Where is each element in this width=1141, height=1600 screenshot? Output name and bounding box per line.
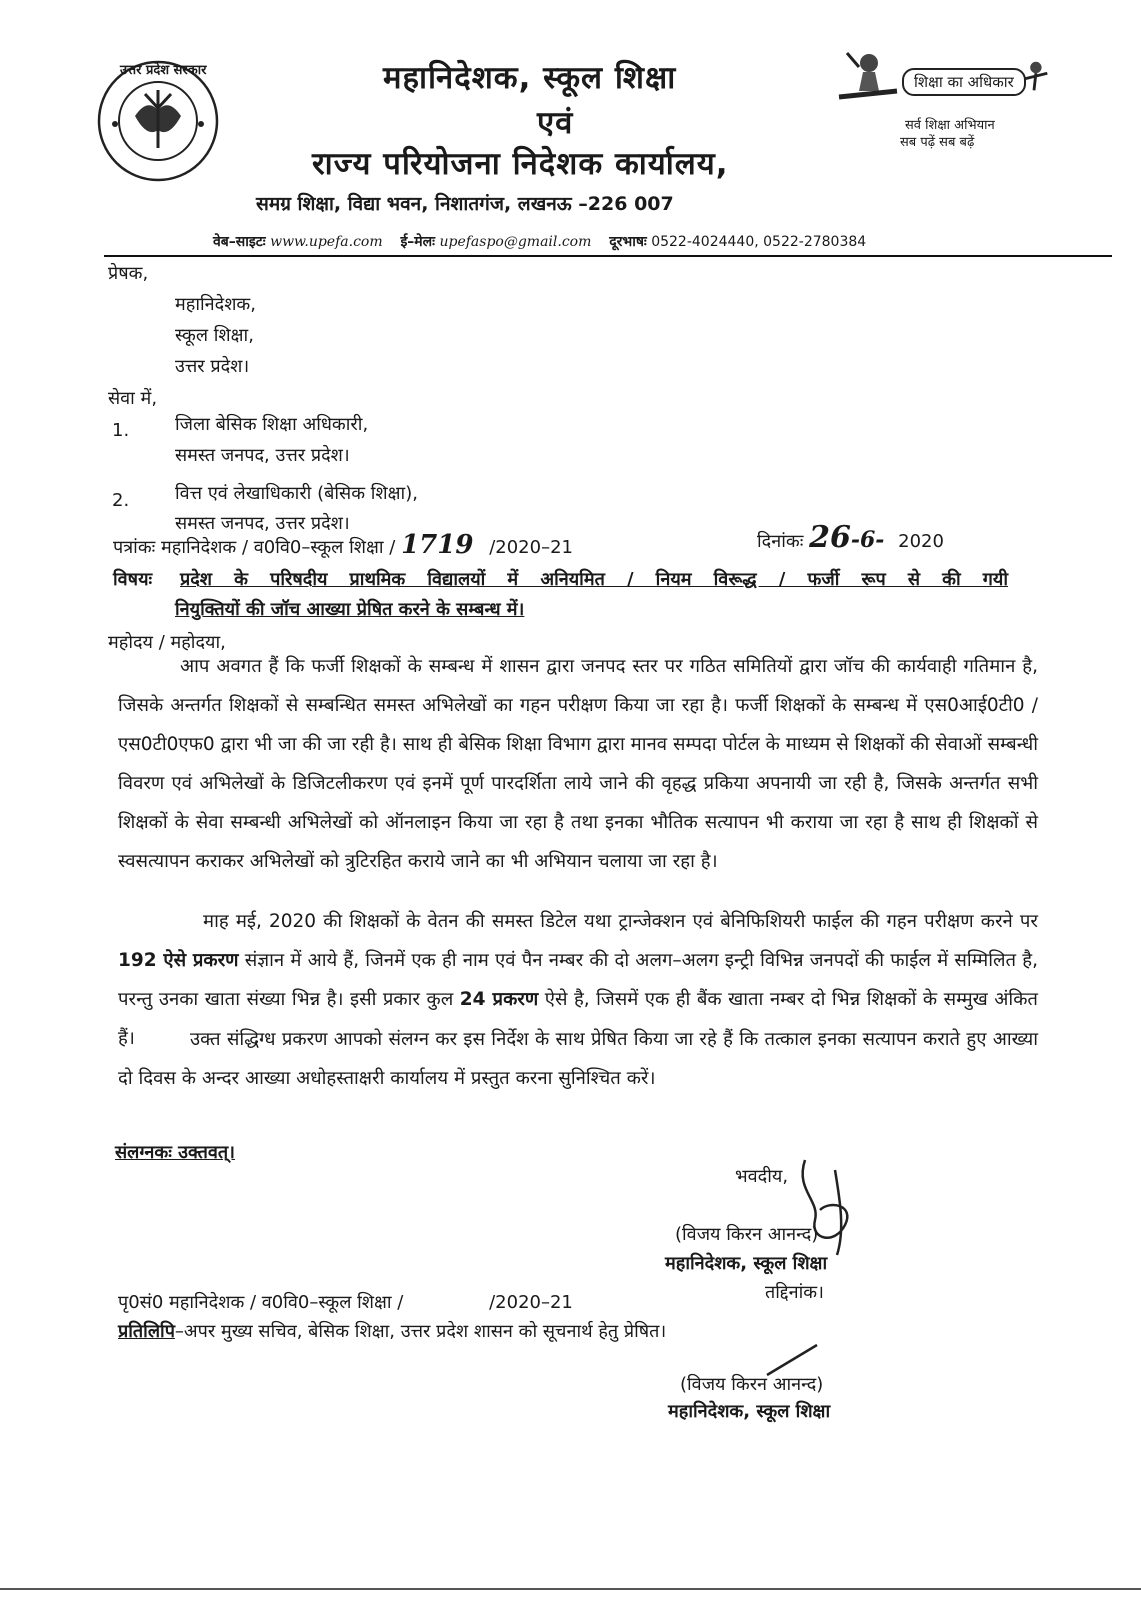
ssa-logo	[833, 45, 903, 107]
signatory-name: (विजय किरन आनन्द)	[675, 1224, 819, 1245]
paragraph-2-b: संज्ञान में आये हैं, जिनमें एक ही नाम एवं पैन नम्बर की दो अलग–अलग इन्ट्री विभिन्न जनपदों की फाईल में सम्मिलित है, परन्तु उनका खाता संख्या भिन्न है। इसी प्रकार कुल	[118, 950, 1038, 1010]
recipient-1-line1: जिला बेसिक शिक्षा अधिकारी,	[175, 414, 369, 435]
office-address: समग्र शिक्षा, विद्या भवन, निशातगंज, लखनऊ –226 007	[256, 193, 674, 215]
subject-label: विषयः	[113, 569, 153, 590]
enclosure: संलग्नकः उक्तवत्।	[115, 1142, 236, 1163]
copy-ref-suffix: /2020–21	[489, 1292, 573, 1313]
office-title-1: महानिदेशक, स्कूल शिक्षा	[383, 60, 677, 96]
recipient-2-line2: समस्त जनपद, उत्तर प्रदेश।	[175, 513, 350, 534]
letter-date	[757, 518, 944, 561]
copy-to	[118, 1312, 666, 1351]
closing: भवदीय,	[735, 1166, 789, 1187]
copy-to-text: –अपर मुख्य सचिव, बेसिक शिक्षा, उत्तर प्रदेश शासन को सूचनार्थ हेतु प्रेषित।	[174, 1321, 667, 1342]
date-same: तद्दिनांक।	[765, 1282, 824, 1303]
recipient-1-num: 1.	[112, 420, 130, 441]
ssa-line2: सब पढ़ें सब बढ़ें	[900, 135, 975, 150]
copy-signatory-designation: महानिदेशक, स्कूल शिक्षा	[668, 1401, 831, 1422]
sender-line1: महानिदेशक,	[175, 294, 256, 315]
paragraph-2-bold-1: 192 ऐसे प्रकरण	[118, 950, 239, 971]
date-month: -6-	[850, 527, 885, 553]
ssa-title: शिक्षा का अधिकार	[914, 73, 1014, 91]
scan-edge	[0, 1588, 1141, 1590]
paragraph-1-text: आप अवगत हैं कि फर्जी शिक्षकों के सम्बन्ध में शासन द्वारा जनपद स्तर पर गठित समितियों द्वारा जॉच की कार्यवाही गतिमान है, जिसके अन्तर्गत शिक्षकों से सम्बन्धित समस्त अभिलेखों का गहन परीक्षण किया जा रहा है। फर्जी शिक्षकों के सम्बन्ध में एस0आई0टी0 / एस0टी0एफ0 द्वारा भी जा की जा रही है। साथ ही बेसिक शिक्षा विभाग द्वारा मानव सम्पदा पोर्टल के माध्यम से शिक्षकों की सेवाओं सम्बन्धी विवरण एवं अभिलेखों के डिजिटलीकरण एवं इनमें पूर्ण पारदर्शिता लाये जाने की वृहद्ध प्रकिया अपनायी जा रही है, जिसके अन्तर्गत सभी शिक्षकों के सेवा सम्बन्धी अभिलेखों को ऑनलाइन किया जा रहा है तथा इनका भौतिक सत्यापन भी कराया जा रहा है साथ ही शिक्षकों से स्वसत्यापन कराकर अभिलेखों को त्रुटिरहित कराये जाने का भी अभियान चलाया जा रहा है।	[118, 656, 1038, 872]
ssa-line1: सर्व शिक्षा अभियान	[905, 118, 995, 133]
sender-label: प्रेषक,	[108, 263, 149, 284]
paragraph-2-bold-2: 24 प्रकरण	[459, 989, 539, 1010]
date-label: दिनांकः	[757, 531, 804, 552]
phone: 0522-4024440, 0522-2780384	[651, 234, 867, 250]
salutation: महोदय / महोदया,	[108, 632, 226, 653]
copy-signatory-name: (विजय किरन आनन्द)	[680, 1374, 824, 1395]
recipient-1-line2: समस्त जनपद, उत्तर प्रदेश।	[175, 445, 350, 466]
recipient-2-num: 2.	[112, 490, 130, 511]
patrank-number: 1719	[401, 530, 474, 560]
office-title-2: एवं	[537, 105, 574, 141]
ssa-box	[902, 68, 1026, 96]
sender-line3: उत्तर प्रदेश।	[175, 356, 250, 377]
paragraph-1	[118, 647, 1038, 881]
email: upefaspo@gmail.com	[439, 234, 592, 250]
office-title-3: राज्य परियोजना निदेशक कार्यालय,	[312, 146, 729, 182]
copy-ref-prefix: पृ0सं0 महानिदेशक / व0वि0–स्कूल शिक्षा /	[118, 1292, 404, 1313]
subject-line2: नियुक्तियों की जॉच आख्या प्रेषित करने के सम्बन्ध में।	[175, 599, 525, 620]
recipient-2-line1: वित्त एवं लेखाधिकारी (बेसिक शिक्षा),	[175, 483, 418, 504]
emblem-text: उत्तर प्रदेश सरकार	[120, 63, 207, 78]
recipients-label: सेवा में,	[108, 388, 158, 409]
paragraph-3-text: उक्त संद्धिग्ध प्रकरण आपको संलग्न कर इस निर्देश के साथ प्रेषित किया जा रहे हैं कि तत्काल इनका सत्यापन कराते हुए आख्या दो दिवस के अन्दर आख्या अधोहस्ताक्षरी कार्यालय में प्रस्तुत करना सुनिश्चित करें।	[118, 1029, 1038, 1089]
sender-line2: स्कूल शिक्षा,	[175, 325, 254, 346]
patrank-suffix: /2020–21	[489, 537, 573, 558]
website-label: वेब–साइटः	[213, 234, 266, 250]
copy-to-label: प्रतिलिपि	[118, 1321, 175, 1342]
contact-line	[213, 232, 866, 251]
date-year: 2020	[898, 531, 944, 552]
email-label: ई–मेलः	[400, 234, 436, 250]
signatory-designation: महानिदेशक, स्कूल शिक्षा	[665, 1253, 828, 1274]
header-rule	[104, 255, 1112, 257]
paragraph-2-c: ऐसे है, जिसमें एक ही बैंक खाता नम्बर दो भिन्न शिक्षकों के सम्मुख अंकित हैं।	[118, 989, 1038, 1049]
ssa-child-icon	[1015, 58, 1053, 96]
phone-label: दूरभाषः	[609, 234, 647, 250]
date-day: 26	[809, 520, 851, 555]
website: www.upefa.com	[270, 234, 383, 250]
paragraph-3	[118, 1020, 1038, 1098]
subject-line1: प्रदेश के परिषदीय प्राथमिक विद्यालयों में अनियमित / नियम विरूद्ध / फर्जी रूप से की गयी	[180, 569, 1008, 590]
patrank-prefix: पत्रांकः महानिदेशक / व0वि0–स्कूल शिक्षा /	[113, 537, 396, 558]
paragraph-2-a: माह मई, 2020 की शिक्षकों के वेतन की समस्त डिटेल यथा ट्रान्जेक्शन एवं बेनिफिशियरी फाईल की गहन परीक्षण करने पर	[203, 911, 1038, 932]
